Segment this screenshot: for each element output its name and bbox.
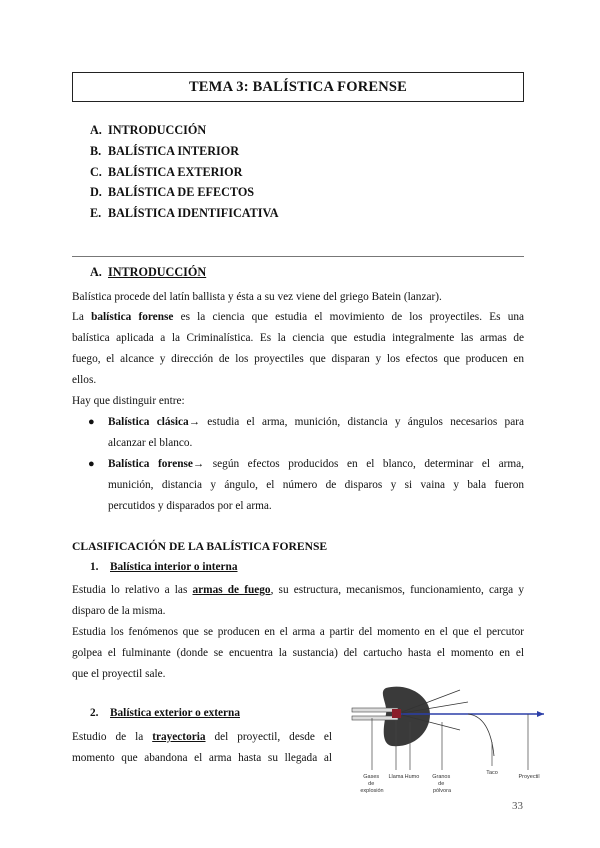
toc-item[interactable]: A. INTRODUCCIÓN	[90, 123, 207, 137]
label-taco: Taco	[486, 770, 498, 776]
muzzle-flash	[392, 709, 401, 718]
bullet-dot: ●	[88, 458, 95, 470]
page-title: TEMA 3: BALÍSTICA FORENSE	[72, 72, 524, 102]
page-number: 33	[512, 800, 523, 812]
classification-heading: CLASIFICACIÓN DE LA BALÍSTICA FORENSE	[72, 540, 328, 553]
section-heading-introduccion: A. INTRODUCCIÓN	[90, 265, 207, 279]
label-proyectil: Proyectil	[518, 774, 540, 780]
intro-paragraph-2: La balística forense es la ciencia que estudia el movimiento de los proyectiles. Es una balística aplicada a la Criminalística. Es la ciencia que estudia integralmente las armas de fuego, el alcance y dirección de los proyectiles que disparan y los efectos que producen en ellos.	[72, 311, 524, 386]
intro-paragraph-1: Balística procede del latín ballista y ésta a su vez viene del griego Batein (lanzar).	[72, 291, 442, 303]
label-gases: Gases de explosión	[360, 774, 384, 794]
document-page: TEMA 3: BALÍSTICA FORENSE A. INTRODUCCIÓN B. BALÍSTICA INTERIOR C. BALÍSTICA EXTERIOR D. BALÍSTICA DE EFECTOS E. BALÍSTICA IDENTIFICATIVA A. INTRODUCCIÓN Balística procede del latín ballista y ésta a su vez viene del griego Batein (lanzar). La balística forense es la ciencia que estudia el movimiento de los proyectiles. Es una balística aplicada a la Criminalística. Es la ciencia que estudia integralmente las armas de fuego, el alcance y dirección de los proyectiles que disparan y los efectos que producen en ellos. Hay que distinguir entre: ● Balística clásica→ estudia el arma, munición, distancia y ángulos necesarios para alcanzar el blanco. ● Balística forense→ según efectos producidos en el blanco, determinar el arma, munición, distancia y ángulo, el número de disparos y si vaina y bala fueron percutidos y disparados por el arma. CLASIFICACIÓN DE LA BALÍSTICA FORENSE 1. Balística interior o interna Estudia lo relativo a las armas de fuego, su estructura, mecanismos, funcionamiento, carga y disparo de la misma. Estudia los fenómenos que se producen en el arma a partir del momento en el que el percutor golpea el fulminante (donde se encuentra la sustancia) del cartucho hasta el momento en el que el proyectil sale. 2. Balística exterior o externa Estudio de la trayectoria del proyectil, desde el momento que abandona el arma hasta su llegada al Gases de explosión Llama Humo Granos de pólvora Taco Proyectil 33	[0, 0, 600, 848]
interior-paragraph-2: Estudia los fenómenos que se producen en el arma a partir del momento en el que el percutor golpea el fulminante (donde se encuentra la sustancia) del cartucho hasta el momento en el que el proyectil sale.	[72, 626, 524, 680]
toc-item[interactable]: D. BALÍSTICA DE EFECTOS	[90, 185, 255, 200]
toc-item[interactable]: E. BALÍSTICA IDENTIFICATIVA	[90, 206, 279, 221]
barrel-lower	[352, 716, 398, 720]
section-divider	[72, 256, 524, 257]
exterior-paragraph-1: Estudio de la trayectoria del proyectil, desde el momento que abandona el arma hasta su llegada al	[72, 731, 332, 764]
intro-paragraph-3: Hay que distinguir entre:	[72, 395, 185, 407]
armas-de-fuego-link[interactable]: armas de fuego	[192, 584, 271, 596]
barrel-upper	[352, 708, 398, 712]
toc-item[interactable]: C. BALÍSTICA EXTERIOR	[90, 164, 243, 179]
toc-item[interactable]: B. BALÍSTICA INTERIOR	[90, 143, 240, 158]
label-llama: Llama	[388, 774, 404, 780]
ballistics-diagram	[348, 682, 548, 812]
taco-curve	[468, 714, 494, 756]
trayectoria-link[interactable]: trayectoria	[152, 731, 206, 743]
table-of-contents	[90, 120, 279, 224]
subheading-balistica-interior: 1. Balística interior o interna	[90, 561, 238, 573]
label-humo: Humo	[404, 774, 420, 780]
trajectory-arrowhead	[537, 711, 544, 717]
bullet-dot: ●	[88, 416, 95, 428]
label-granos: Granos de pólvora	[432, 774, 452, 794]
interior-paragraph-1: Estudia lo relativo a las armas de fuego, su estructura, mecanismos, funcionamiento, carga y disparo de la misma.	[72, 584, 524, 617]
subheading-balistica-exterior: 2. Balística exterior o externa	[90, 707, 240, 719]
